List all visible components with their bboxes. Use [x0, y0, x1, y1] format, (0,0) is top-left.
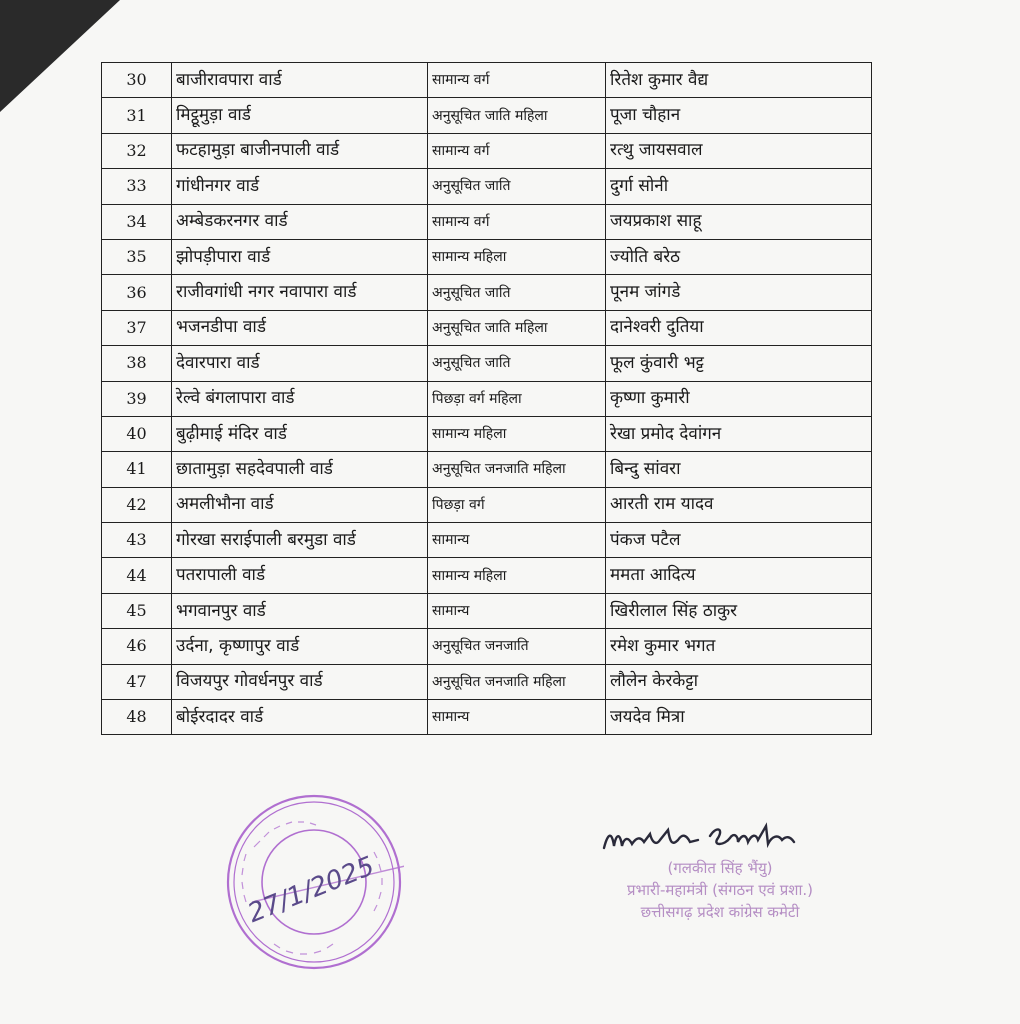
- signatory-organisation: छत्तीसगढ़ प्रदेश कांग्रेस कमेटी: [640, 902, 800, 921]
- table-row: [102, 310, 872, 345]
- table-row: [102, 523, 872, 558]
- table-row: [102, 664, 872, 699]
- table-row: [102, 593, 872, 628]
- ward-table-container: [101, 62, 871, 735]
- ward-name-cell: अम्बेडकरनगर वार्ड: [172, 204, 428, 239]
- table-row: [102, 98, 872, 133]
- candidate-name-cell: दानेश्वरी दुतिया: [606, 310, 872, 345]
- table-row: [102, 452, 872, 487]
- category-cell: अनुसूचित जाति: [428, 169, 606, 204]
- serial-number-cell: 37: [102, 310, 172, 345]
- category-cell: अनुसूचित जाति: [428, 275, 606, 310]
- serial-number-cell: 36: [102, 275, 172, 310]
- table-row: [102, 629, 872, 664]
- table-row: [102, 275, 872, 310]
- candidate-name-cell: ज्योति बरेठ: [606, 239, 872, 274]
- category-cell: सामान्य वर्ग: [428, 133, 606, 168]
- candidate-name-cell: ममता आदित्य: [606, 558, 872, 593]
- serial-number-cell: 42: [102, 487, 172, 522]
- ward-name-cell: भजनडीपा वार्ड: [172, 310, 428, 345]
- candidate-name-cell: खिरीलाल सिंह ठाकुर: [606, 593, 872, 628]
- serial-number-cell: 45: [102, 593, 172, 628]
- category-cell: पिछड़ा वर्ग: [428, 487, 606, 522]
- table-row: [102, 204, 872, 239]
- serial-number-cell: 39: [102, 381, 172, 416]
- ward-name-cell: भगवानपुर वार्ड: [172, 593, 428, 628]
- serial-number-cell: 33: [102, 169, 172, 204]
- category-cell: सामान्य: [428, 700, 606, 735]
- candidate-name-cell: रेखा प्रमोद देवांगन: [606, 416, 872, 451]
- serial-number-cell: 43: [102, 523, 172, 558]
- ward-name-cell: फटहामुड़ा बाजीनपाली वार्ड: [172, 133, 428, 168]
- ward-table: [101, 62, 872, 735]
- table-row: [102, 381, 872, 416]
- candidate-name-cell: जयप्रकाश साहू: [606, 204, 872, 239]
- category-cell: सामान्य वर्ग: [428, 63, 606, 98]
- candidate-name-cell: रितेश कुमार वैद्य: [606, 63, 872, 98]
- category-cell: पिछड़ा वर्ग महिला: [428, 381, 606, 416]
- serial-number-cell: 31: [102, 98, 172, 133]
- signatory-block: [560, 858, 880, 923]
- candidate-name-cell: दुर्गा सोनी: [606, 169, 872, 204]
- category-cell: अनुसूचित जनजाति महिला: [428, 664, 606, 699]
- candidate-name-cell: जयदेव मित्रा: [606, 700, 872, 735]
- ward-name-cell: बोईरदादर वार्ड: [172, 700, 428, 735]
- candidate-name-cell: रत्थु जायसवाल: [606, 133, 872, 168]
- serial-number-cell: 38: [102, 346, 172, 381]
- candidate-name-cell: लौलेन केरकेट्टा: [606, 664, 872, 699]
- ward-name-cell: झोपड़ीपारा वार्ड: [172, 239, 428, 274]
- office-seal-stamp: [224, 792, 404, 972]
- candidate-name-cell: फूल कुंवारी भट्ट: [606, 346, 872, 381]
- ward-name-cell: गांधीनगर वार्ड: [172, 169, 428, 204]
- candidate-name-cell: कृष्णा कुमारी: [606, 381, 872, 416]
- category-cell: अनुसूचित जाति महिला: [428, 310, 606, 345]
- candidate-name-cell: पूनम जांगडे: [606, 275, 872, 310]
- handwritten-signature: [598, 812, 828, 860]
- category-cell: सामान्य महिला: [428, 416, 606, 451]
- table-row: [102, 700, 872, 735]
- serial-number-cell: 40: [102, 416, 172, 451]
- serial-number-cell: 32: [102, 133, 172, 168]
- candidate-name-cell: आरती राम यादव: [606, 487, 872, 522]
- category-cell: सामान्य: [428, 523, 606, 558]
- signatory-designation: प्रभारी-महामंत्री (संगठन एवं प्रशा.): [626, 880, 813, 899]
- category-cell: अनुसूचित जनजाति महिला: [428, 452, 606, 487]
- candidate-name-cell: पंकज पटैल: [606, 523, 872, 558]
- category-cell: सामान्य वर्ग: [428, 204, 606, 239]
- ward-name-cell: रेल्वे बंगलापारा वार्ड: [172, 381, 428, 416]
- ward-name-cell: अमलीभौना वार्ड: [172, 487, 428, 522]
- ward-table-body: [102, 63, 872, 735]
- candidate-name-cell: पूजा चौहान: [606, 98, 872, 133]
- serial-number-cell: 47: [102, 664, 172, 699]
- ward-name-cell: मिट्ठूमुड़ा वार्ड: [172, 98, 428, 133]
- category-cell: अनुसूचित जाति: [428, 346, 606, 381]
- table-row: [102, 63, 872, 98]
- ward-name-cell: उर्दना, कृष्णापुर वार्ड: [172, 629, 428, 664]
- ward-name-cell: राजीवगांधी नगर नवापारा वार्ड: [172, 275, 428, 310]
- table-row: [102, 169, 872, 204]
- ward-name-cell: बाजीरावपारा वार्ड: [172, 63, 428, 98]
- candidate-name-cell: रमेश कुमार भगत: [606, 629, 872, 664]
- category-cell: सामान्य: [428, 593, 606, 628]
- table-row: [102, 416, 872, 451]
- ward-name-cell: गोरखा सराईपाली बरमुडा वार्ड: [172, 523, 428, 558]
- serial-number-cell: 44: [102, 558, 172, 593]
- serial-number-cell: 41: [102, 452, 172, 487]
- candidate-name-cell: बिन्दु सांवरा: [606, 452, 872, 487]
- serial-number-cell: 30: [102, 63, 172, 98]
- ward-name-cell: पतरापाली वार्ड: [172, 558, 428, 593]
- serial-number-cell: 34: [102, 204, 172, 239]
- signatory-name: (गलकीत सिंह भैंयु): [667, 859, 773, 877]
- category-cell: सामान्य महिला: [428, 558, 606, 593]
- ward-name-cell: विजयपुर गोवर्धनपुर वार्ड: [172, 664, 428, 699]
- category-cell: अनुसूचित जाति महिला: [428, 98, 606, 133]
- ward-name-cell: देवारपारा वार्ड: [172, 346, 428, 381]
- table-row: [102, 239, 872, 274]
- category-cell: अनुसूचित जनजाति: [428, 629, 606, 664]
- serial-number-cell: 48: [102, 700, 172, 735]
- stamp-date: 27/1/2025: [243, 851, 379, 930]
- ward-name-cell: बुढ़ीमाई मंदिर वार्ड: [172, 416, 428, 451]
- table-row: [102, 558, 872, 593]
- serial-number-cell: 46: [102, 629, 172, 664]
- category-cell: सामान्य महिला: [428, 239, 606, 274]
- table-row: [102, 133, 872, 168]
- table-row: [102, 487, 872, 522]
- serial-number-cell: 35: [102, 239, 172, 274]
- ward-name-cell: छातामुड़ा सहदेवपाली वार्ड: [172, 452, 428, 487]
- table-row: [102, 346, 872, 381]
